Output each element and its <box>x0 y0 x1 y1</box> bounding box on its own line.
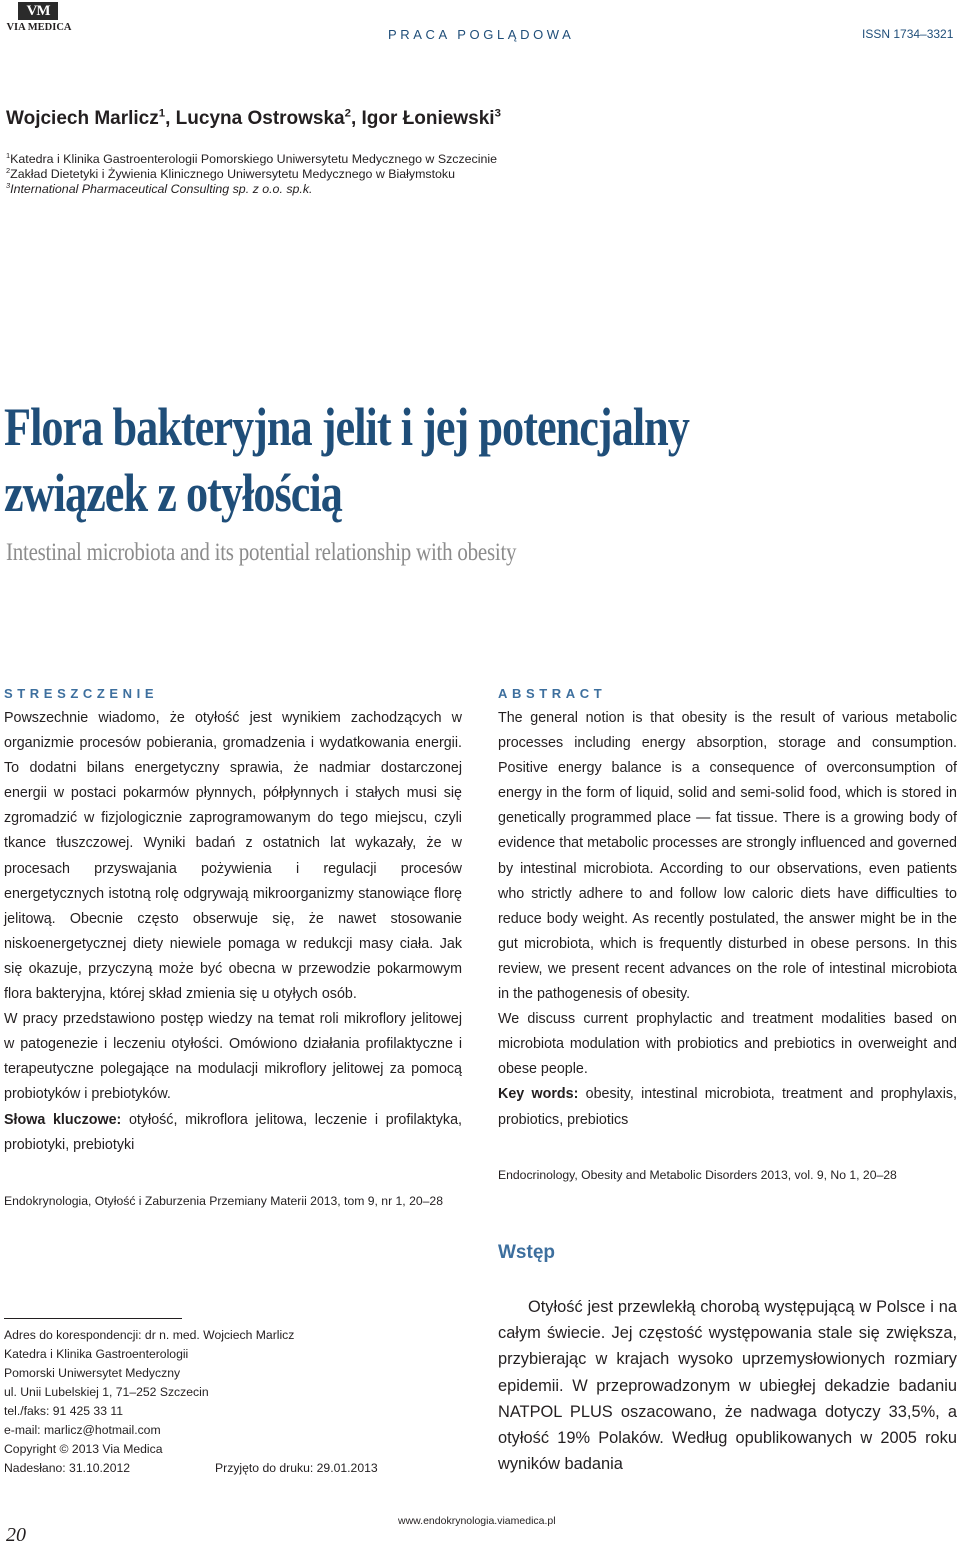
article-subtitle: Intestinal microbiota and its potential relationship with obesity <box>6 539 517 566</box>
logo-text: VIA MEDICA <box>6 22 72 33</box>
author-name: Wojciech Marlicz <box>6 108 159 129</box>
author-affiliation-mark: 2 <box>344 107 351 120</box>
keywords-label: Key words: <box>498 1086 579 1103</box>
streszczenie-citation: Endokrynologia, Otyłość i Zaburzenia Przemiany Materii 2013, tom 9, nr 1, 20–28 <box>4 1194 443 1208</box>
author-name: Lucyna Ostrowska <box>175 108 345 129</box>
keywords-text: otyłość, mikroflora jelitowa, leczenie i profilaktyka, probiotyki, prebiotyki <box>4 1111 463 1153</box>
streszczenie-heading: STRESZCZENIE <box>4 686 159 701</box>
keywords-label: Słowa kluczowe: <box>4 1111 122 1128</box>
correspondence-line: Katedra i Klinika Gastroenterologii <box>4 1347 189 1361</box>
affiliation-text: Katedra i Klinika Gastroenterologii Pomorskiego Uniwersytetu Medycznego w Szczecinie <box>10 152 498 166</box>
affiliation-mark: 1 <box>6 150 11 160</box>
page-number: 20 <box>6 1524 26 1546</box>
logo-mark: VM <box>18 2 58 20</box>
correspondence-block <box>4 1326 444 1478</box>
footnote-divider <box>4 1318 182 1319</box>
article-title-line: związek z otyłością <box>4 463 342 523</box>
publisher-logo <box>4 2 72 36</box>
article-title <box>4 394 775 526</box>
affiliation-mark: 2 <box>6 165 11 175</box>
issn: ISSN 1734–3321 <box>862 27 954 41</box>
affiliation <box>6 182 313 197</box>
abstract-paragraph: The general notion is that obesity is the result of various metabolic processes including energy absorption, storage and consumption. Positive energy balance is a consequence of overconsumption of energy in the form of liquid, solid and semi-solid food, which is stored in genetically programmed place — fat tissue. There is a growing body of evidence that metabolic processes are strongly influenced and governed by intestinal microbiota. According to our observations, even patients who strictly adhere to and follow low caloric diets have difficulties to reduce body weight. As recently postulated, the answer might be in the gut microbiota, which is frequently disturbed in obese persons. In this review, we present recent advances on the role of intestinal microbiota in the pathogenesis of obesity. <box>498 710 957 1003</box>
abstract-body <box>498 706 957 1133</box>
dates-line <box>4 1459 444 1478</box>
correspondence-line: Adres do korespondencji: dr n. med. Wojciech Marlicz <box>4 1328 295 1342</box>
author-separator: , <box>165 108 176 129</box>
author-separator: , <box>350 108 362 129</box>
intro-paragraph: Otyłość jest przewlekłą chorobą występującą w Polsce i na całym świecie. Jej częstość występowania stale się zwiększa, przybierając w krajach wysoko uprzemysłowionych rozmiary epidemii. W przeprowadzonym w ubiegłej dekadzie badaniu NATPOL PLUS oszacowano, że nadwaga dotyczy 33,5%, a otyłość 19% Polaków. Według opublikowanych w 2005 roku wyników badania <box>498 1298 957 1474</box>
author-name: Igor Łoniewski <box>361 108 495 129</box>
intro-heading: Wstęp <box>498 1242 555 1263</box>
copyright-line: Copyright © 2013 Via Medica <box>4 1442 163 1456</box>
correspondence-line: tel./faks: 91 425 33 11 <box>4 1404 124 1418</box>
streszczenie-body <box>4 706 462 1158</box>
correspondence-line: Pomorski Uniwersytet Medyczny <box>4 1366 181 1380</box>
author-affiliation-mark: 3 <box>494 107 501 120</box>
affiliation-text: International Pharmaceutical Consulting sp. z o.o. sp.k. <box>10 182 313 196</box>
author-list <box>6 108 501 130</box>
keywords-text: obesity, intestinal microbiota, treatment and prophylaxis, probiotics, prebiotics <box>498 1086 957 1128</box>
abstract-keywords <box>498 1082 957 1132</box>
accepted-date: Przyjęto do druku: 29.01.2013 <box>215 1461 378 1475</box>
correspondence-email: e-mail: marlicz@hotmail.com <box>4 1423 161 1437</box>
author-affiliation-mark: 1 <box>158 107 166 120</box>
abstract-citation: Endocrinology, Obesity and Metabolic Disorders 2013, vol. 9, No 1, 20–28 <box>498 1168 897 1182</box>
abstract-paragraph: We discuss current prophylactic and treatment modalities based on microbiota modulation with probiotics and prebiotics in overweight and obese people. <box>498 1011 957 1078</box>
streszczenie-keywords <box>4 1108 462 1158</box>
correspondence-line: ul. Unii Lubelskiej 1, 71–252 Szczecin <box>4 1385 209 1399</box>
article-type-label: PRACA POGLĄDOWA <box>388 27 575 42</box>
affiliation-text: Zakład Dietetyki i Żywienia Klinicznego Uniwersytetu Medycznego w Białymstoku <box>10 167 456 181</box>
streszczenie-paragraph: Powszechnie wiadomo, że otyłość jest wynikiem zachodzących w organizmie procesów pobierania, gromadzenia i wydatkowania energii. To dodatni bilans energetyczny sprawia, że nadmiar dostarczonej energii w postaci pokarmów płynnych, półpłynnych i stałych musi się zgromadzić w fizjologicznie zaprogramowanym do tego miejscu, czyli tkance tłuszczowej. Wyniki badań z ostatnich lat wykazały, że w procesach przyswajania pożywienia i regulacji procesów energetycznych istotną rolę odgrywają mikroorganizmy stanowiące florę jelitową. Obecnie często obserwuje się, że nawet stosowanie niskoenergetycznej diety niewiele pomaga w redukcji masy ciała. Jak się okazuje, przyczyną może być obecna w przewodzie pokarmowym flora bakteryjna, której skład zmienia się u otyłych osób. <box>4 710 462 1003</box>
streszczenie-paragraph: W pracy przedstawiono postęp wiedzy na temat roli mikroflory jelitowej w patogenezie i leczeniu otyłości. Omówiono działania profilaktyczne i terapeutyczne polegające na modulacji mikroflory jelitowej za pomocą probiotyków i prebiotyków. <box>4 1011 462 1103</box>
affiliation <box>6 167 455 182</box>
received-date: Nadesłano: 31.10.2012 <box>4 1461 131 1475</box>
affiliation <box>6 152 497 167</box>
article-title-line: Flora bakteryjna jelit i jej potencjalny <box>4 397 689 457</box>
journal-url: www.endokrynologia.viamedica.pl <box>398 1515 556 1527</box>
intro-body <box>498 1294 957 1477</box>
abstract-heading: ABSTRACT <box>498 686 607 701</box>
affiliation-mark: 3 <box>6 180 11 190</box>
